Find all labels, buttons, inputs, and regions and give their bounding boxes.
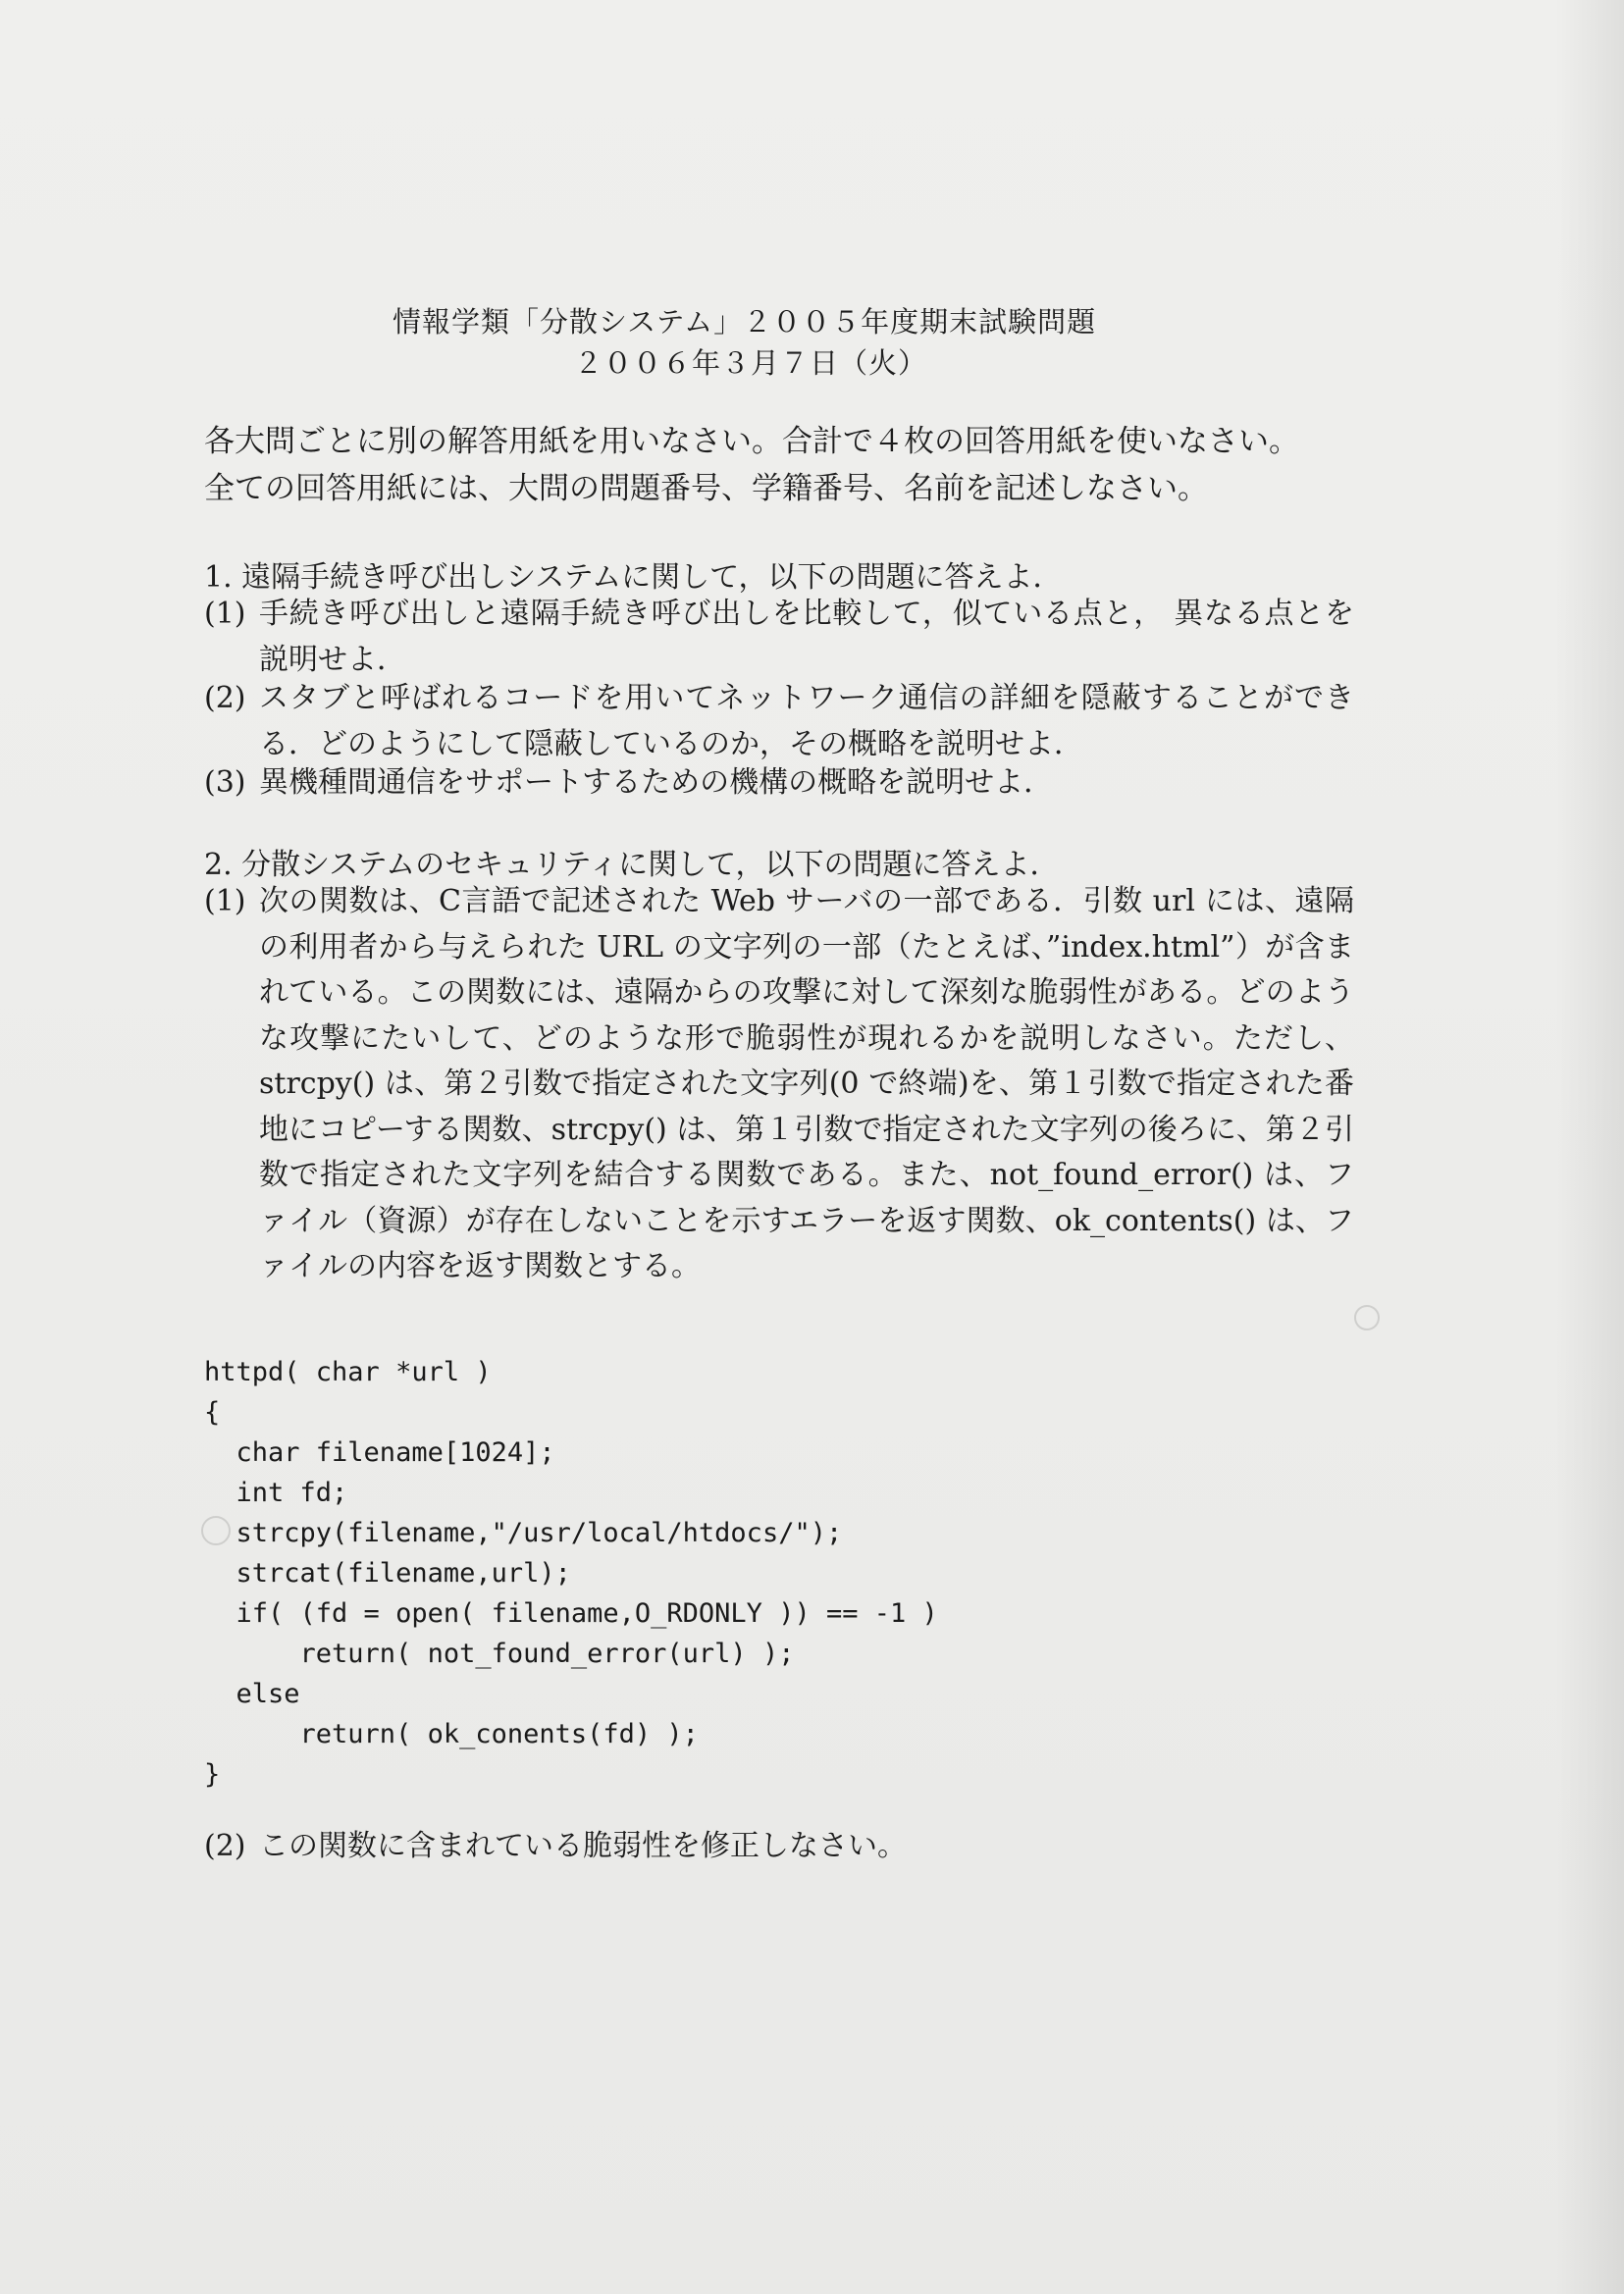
code-line: if( (fd = open( filename,O_RDONLY )) == -1 ) <box>204 1598 938 1629</box>
item-text: この関数に含まれている脆弱性を修正しなさい。 <box>259 1829 907 1863</box>
item-number: (1) <box>204 884 246 918</box>
code-line: httpd( char *url ) <box>204 1357 492 1387</box>
instruction-line: 全ての回答用紙には、大問の問題番号、学籍番号、名前を記述しなさい。 <box>204 471 1208 506</box>
page-edge-shadow <box>1555 0 1624 2294</box>
item-text: 手続き呼び出しと遠隔手続き呼び出しを比較して，似ている点と， 異なる点とを説明せよ． <box>259 597 1354 677</box>
question-2-item-1 <box>204 879 1354 1290</box>
code-line: strcat(filename,url); <box>204 1558 571 1589</box>
item-number: (1) <box>204 597 246 631</box>
code-line: return( ok_conents(fd) ); <box>204 1719 699 1749</box>
item-text: 次の関数は、C言語で記述された Web サーバの一部である．引数 url には、遠隔の利用者から与えられた URL の文字列の一部（たとえば、”index.html”）が含まれている。この関数には、遠隔からの攻撃に対して深刻な脆弱性がある。どのような攻撃にたいして、どのような形で脆弱性が現れるかを説明しなさい。ただし、strcpy() は、第２引数で指定された文字列(0 で終端)を、第１引数で指定された番地にコピーする関数、strcpy() は、第１引数で指定された文字列の後ろに、第２引数で指定された文字列を結合する関数である。また、not_found_error() は、ファイル（資源）が存在しないことを示すエラーを返す関数、ok_contents() は、ファイルの内容を返す関数とする。 <box>259 884 1354 1283</box>
item-text: 異機種間通信をサポートするための機構の概略を説明せよ． <box>259 765 1054 800</box>
code-listing <box>204 1352 938 1795</box>
code-line: return( not_found_error(url) ); <box>204 1639 795 1669</box>
item-number: (3) <box>204 765 246 800</box>
question-2-heading: 2. 分散システムのセキュリティに関して，以下の問題に答えよ． <box>204 848 1060 882</box>
item-number: (2) <box>204 681 246 715</box>
item-number: (2) <box>204 1829 246 1863</box>
question-1-item-1 <box>204 591 1354 683</box>
code-line: int fd; <box>204 1478 348 1508</box>
code-line: } <box>204 1759 221 1790</box>
item-text: スタブと呼ばれるコードを用いてネットワーク通信の詳細を隠蔽することができる．どのようにして隠蔽しているのか，その概略を説明せよ． <box>259 681 1354 761</box>
question-2-item-2 <box>204 1823 1354 1869</box>
instructions <box>204 418 1441 512</box>
code-line: { <box>204 1397 221 1428</box>
code-line: strcpy(filename,"/usr/local/htdocs/"); <box>204 1518 843 1548</box>
code-line: else <box>204 1679 300 1709</box>
question-1-item-2 <box>204 675 1354 767</box>
exam-date: ２００６年３月７日（火） <box>574 346 928 380</box>
question-1-heading: 1. 遠隔手続き呼び出しシステムに関して，以下の問題に答えよ． <box>204 560 1063 595</box>
exam-title: 情報学類「分散システム」２００５年度期末試験問題 <box>393 305 1097 339</box>
code-line: char filename[1024]; <box>204 1437 555 1468</box>
paper-stain <box>1354 1305 1380 1330</box>
instruction-line: 各大問ごとに別の解答用紙を用いなさい。合計で４枚の回答用紙を使いなさい。 <box>204 424 1299 459</box>
question-1-item-3 <box>204 759 1354 806</box>
